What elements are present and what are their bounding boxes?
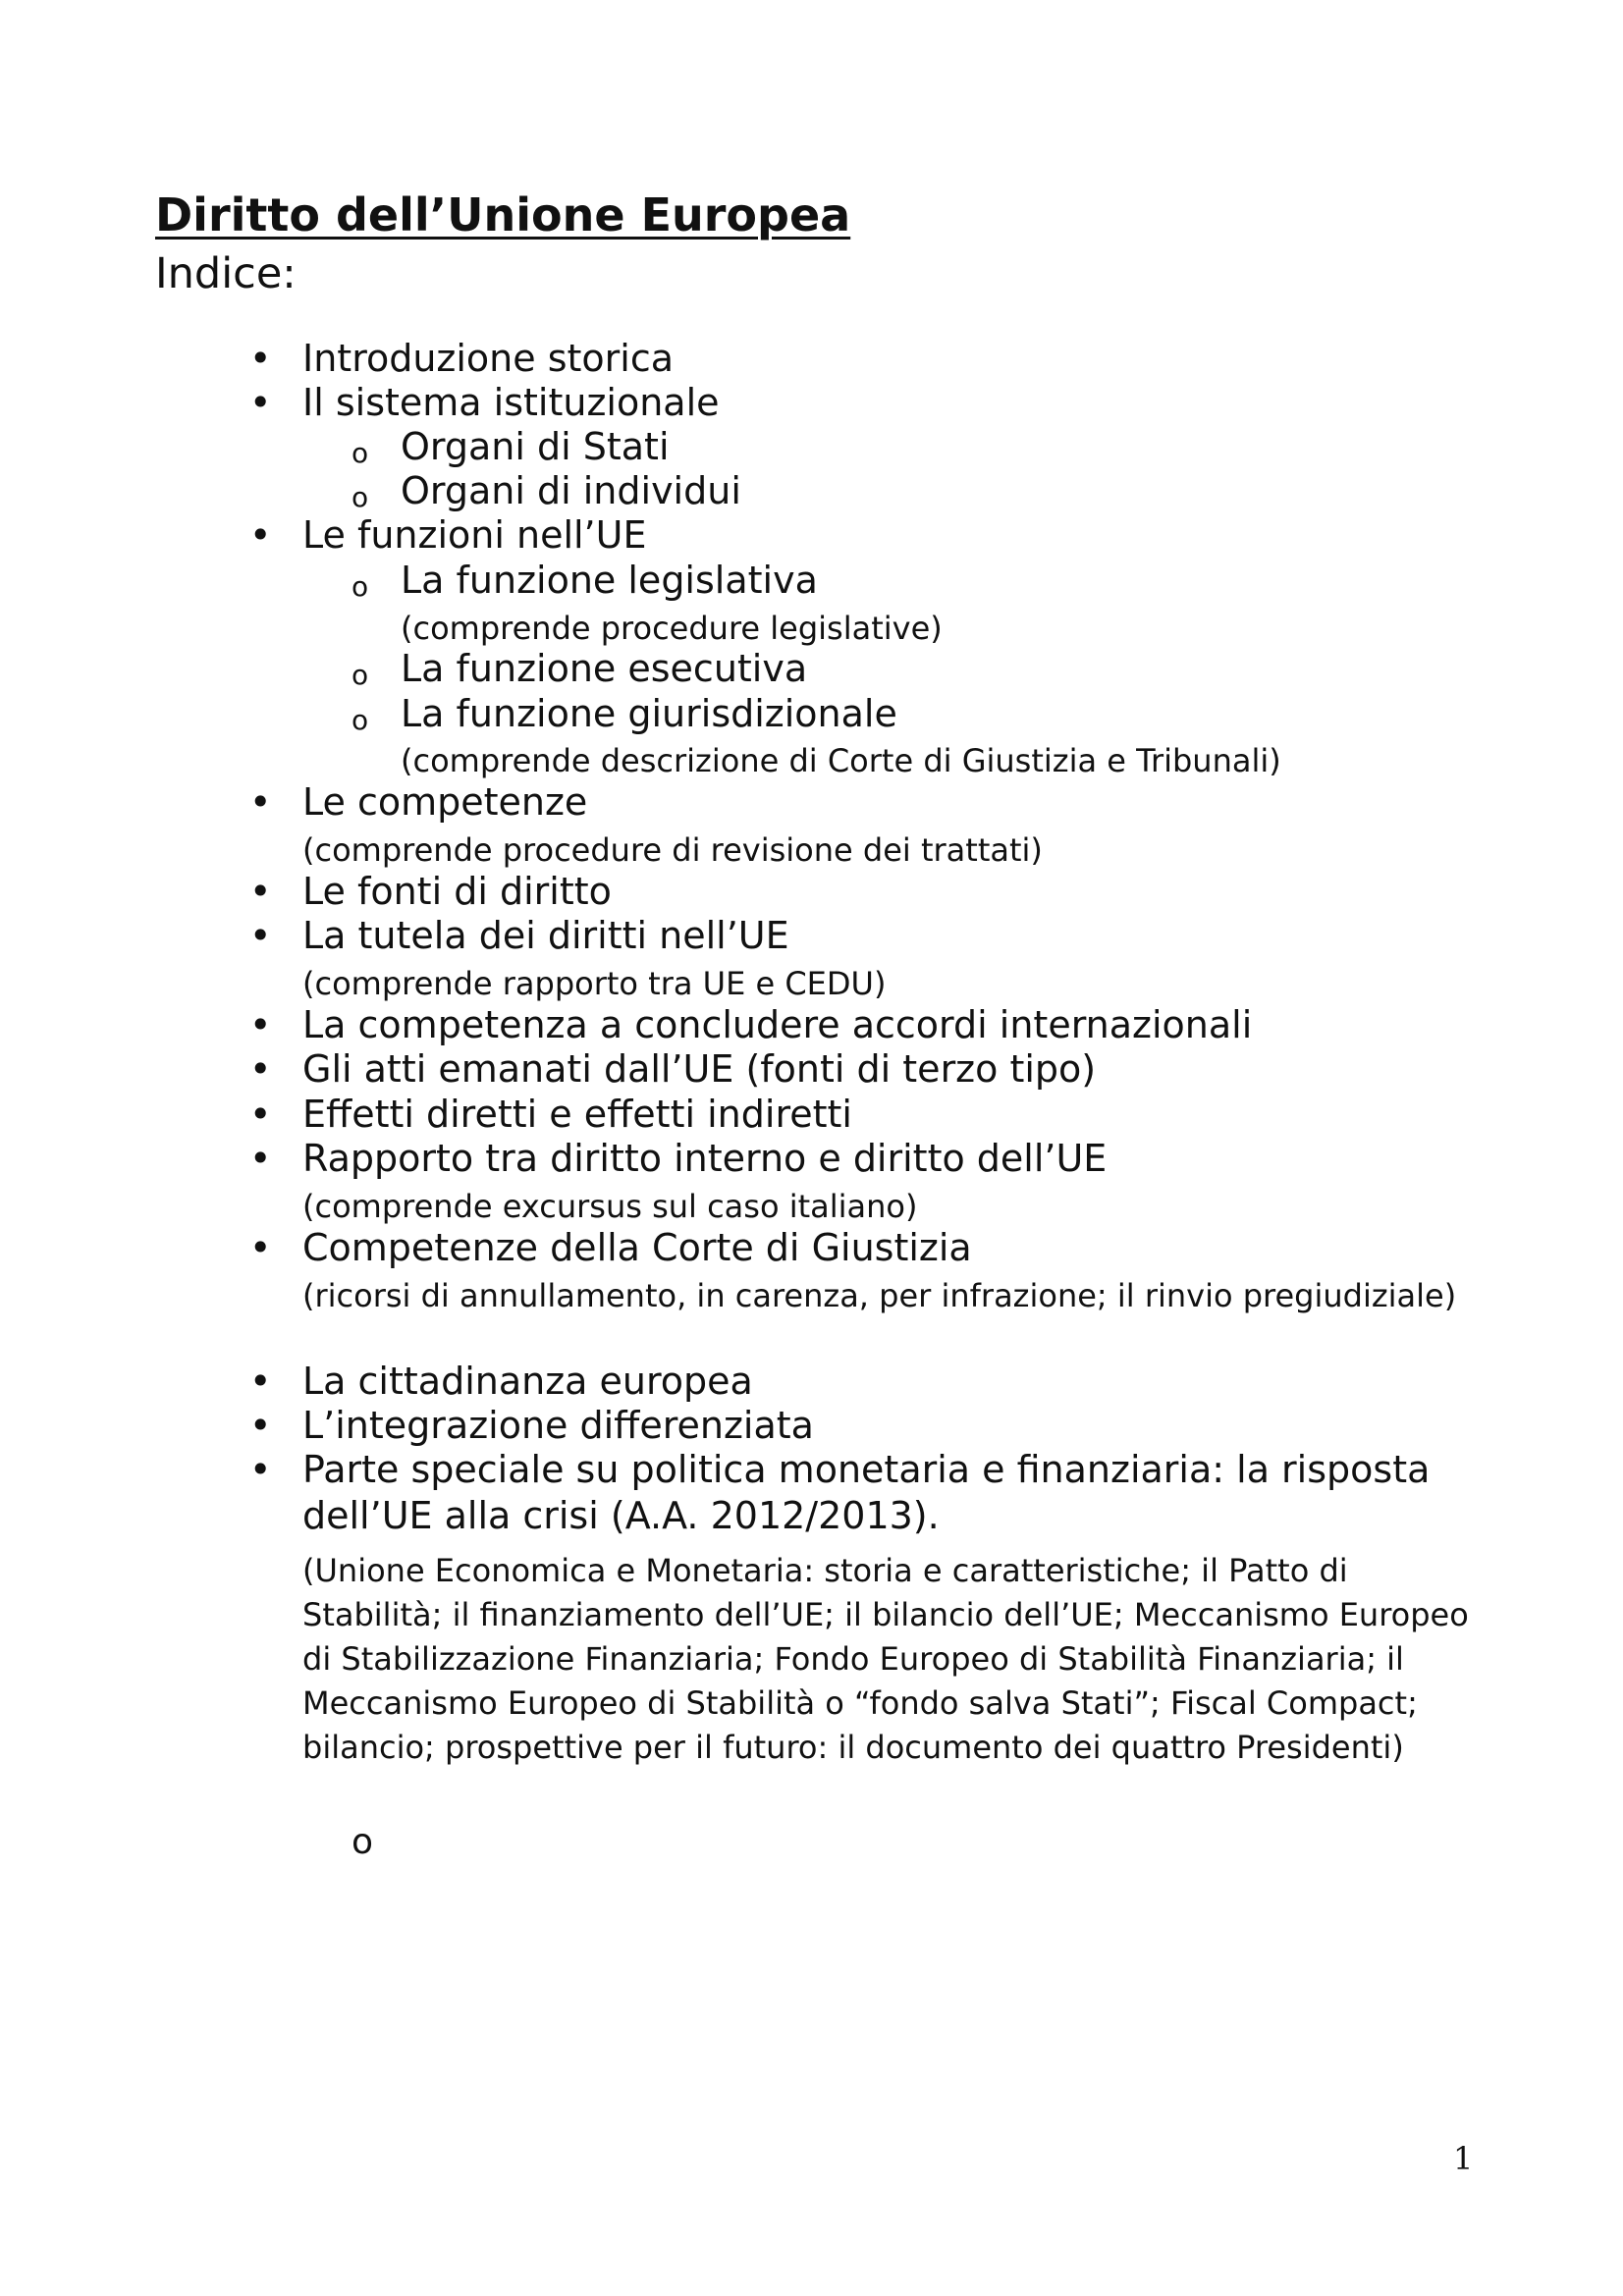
toc-item: • Le fonti di diritto (249, 870, 612, 913)
bullet-icon: • (249, 780, 272, 824)
toc-note: (comprende excursus sul caso italiano) (302, 1188, 918, 1225)
sub-bullet-icon: o (352, 437, 369, 469)
index-heading: Indice: (155, 249, 297, 298)
toc-note: (comprende procedure di revisione dei trattati) (302, 831, 1043, 869)
toc-item: • La tutela dei diritti nell’UE (249, 914, 789, 957)
toc-item-continuation: dell’UE alla crisi (A.A. 2012/2013). (302, 1494, 940, 1537)
sub-bullet-icon: o (352, 659, 369, 691)
toc-subitem: o Organi di individui (401, 469, 741, 513)
toc-subitem: o La funzione giurisdizionale (401, 692, 897, 736)
toc-item: • Effetti diretti e effetti indiretti (249, 1093, 852, 1136)
toc-note: (comprende descrizione di Corte di Giustizia e Tribunali) (401, 742, 1281, 779)
toc-subitem: o La funzione esecutiva (401, 647, 807, 691)
bullet-icon: • (249, 1448, 272, 1491)
toc-note: (Unione Economica e Monetaria: storia e caratteristiche; il Patto di Stabilità; il finanziamento dell’UE; il bilancio dell’UE; Meccanismo Europeo di Stabilizzazione Finanziaria; Fondo Europeo di Stabilità Finanziaria; il Meccanismo Europeo di Stabilità o “fondo salva Stati”; Fiscal Compact; bilancio; prospettive per il futuro: il documento dei quattro Presidenti) (302, 1552, 1469, 1766)
bullet-icon: • (249, 870, 272, 913)
toc-item: • Il sistema istituzionale (249, 381, 720, 424)
toc-item: • Rapporto tra diritto interno e diritto dell’UE (249, 1137, 1108, 1180)
toc-subitem: o La funzione legislativa (401, 559, 818, 603)
toc-item: • L’integrazione differenziata (249, 1404, 814, 1447)
toc-note: (ricorsi di annullamento, in carenza, per infrazione; il rinvio pregiudiziale) (302, 1277, 1457, 1314)
bullet-icon: • (249, 513, 272, 557)
toc-item: • Le funzioni nell’UE (249, 513, 647, 557)
toc-item: • Le competenze (249, 780, 588, 824)
bullet-icon: • (249, 1360, 272, 1403)
toc-item: • La cittadinanza europea (249, 1360, 753, 1403)
toc-item: • Gli atti emanati dall’UE (fonti di terzo tipo) (249, 1047, 1097, 1091)
bullet-icon: • (249, 1226, 272, 1269)
empty-sub-bullet: o (352, 1822, 374, 1862)
sub-bullet-icon: o (352, 481, 369, 513)
toc-note: (comprende procedure legislative) (401, 610, 943, 647)
bullet-icon: • (249, 1137, 272, 1180)
toc-item: • Competenze della Corte di Giustizia (249, 1226, 972, 1269)
toc-item: • La competenza a concludere accordi internazionali (249, 1003, 1253, 1046)
bullet-icon: • (249, 337, 272, 380)
toc-item: • Introduzione storica (249, 337, 675, 380)
bullet-icon: • (249, 1093, 272, 1136)
bullet-icon: • (249, 1003, 272, 1046)
bullet-icon: • (249, 381, 272, 424)
toc-item: • Parte speciale su politica monetaria e finanziaria: la risposta (249, 1448, 1431, 1491)
bullet-icon: • (249, 914, 272, 957)
toc-note: (comprende rapporto tra UE e CEDU) (302, 965, 887, 1002)
page-number: 1 (1453, 2140, 1474, 2177)
toc-subitem: o Organi di Stati (401, 425, 670, 469)
bullet-icon: • (249, 1047, 272, 1091)
document-title: Diritto dell’Unione Europea (155, 188, 851, 241)
bullet-icon: • (249, 1404, 272, 1447)
sub-bullet-icon: o (352, 704, 369, 736)
sub-bullet-icon: o (352, 570, 369, 603)
